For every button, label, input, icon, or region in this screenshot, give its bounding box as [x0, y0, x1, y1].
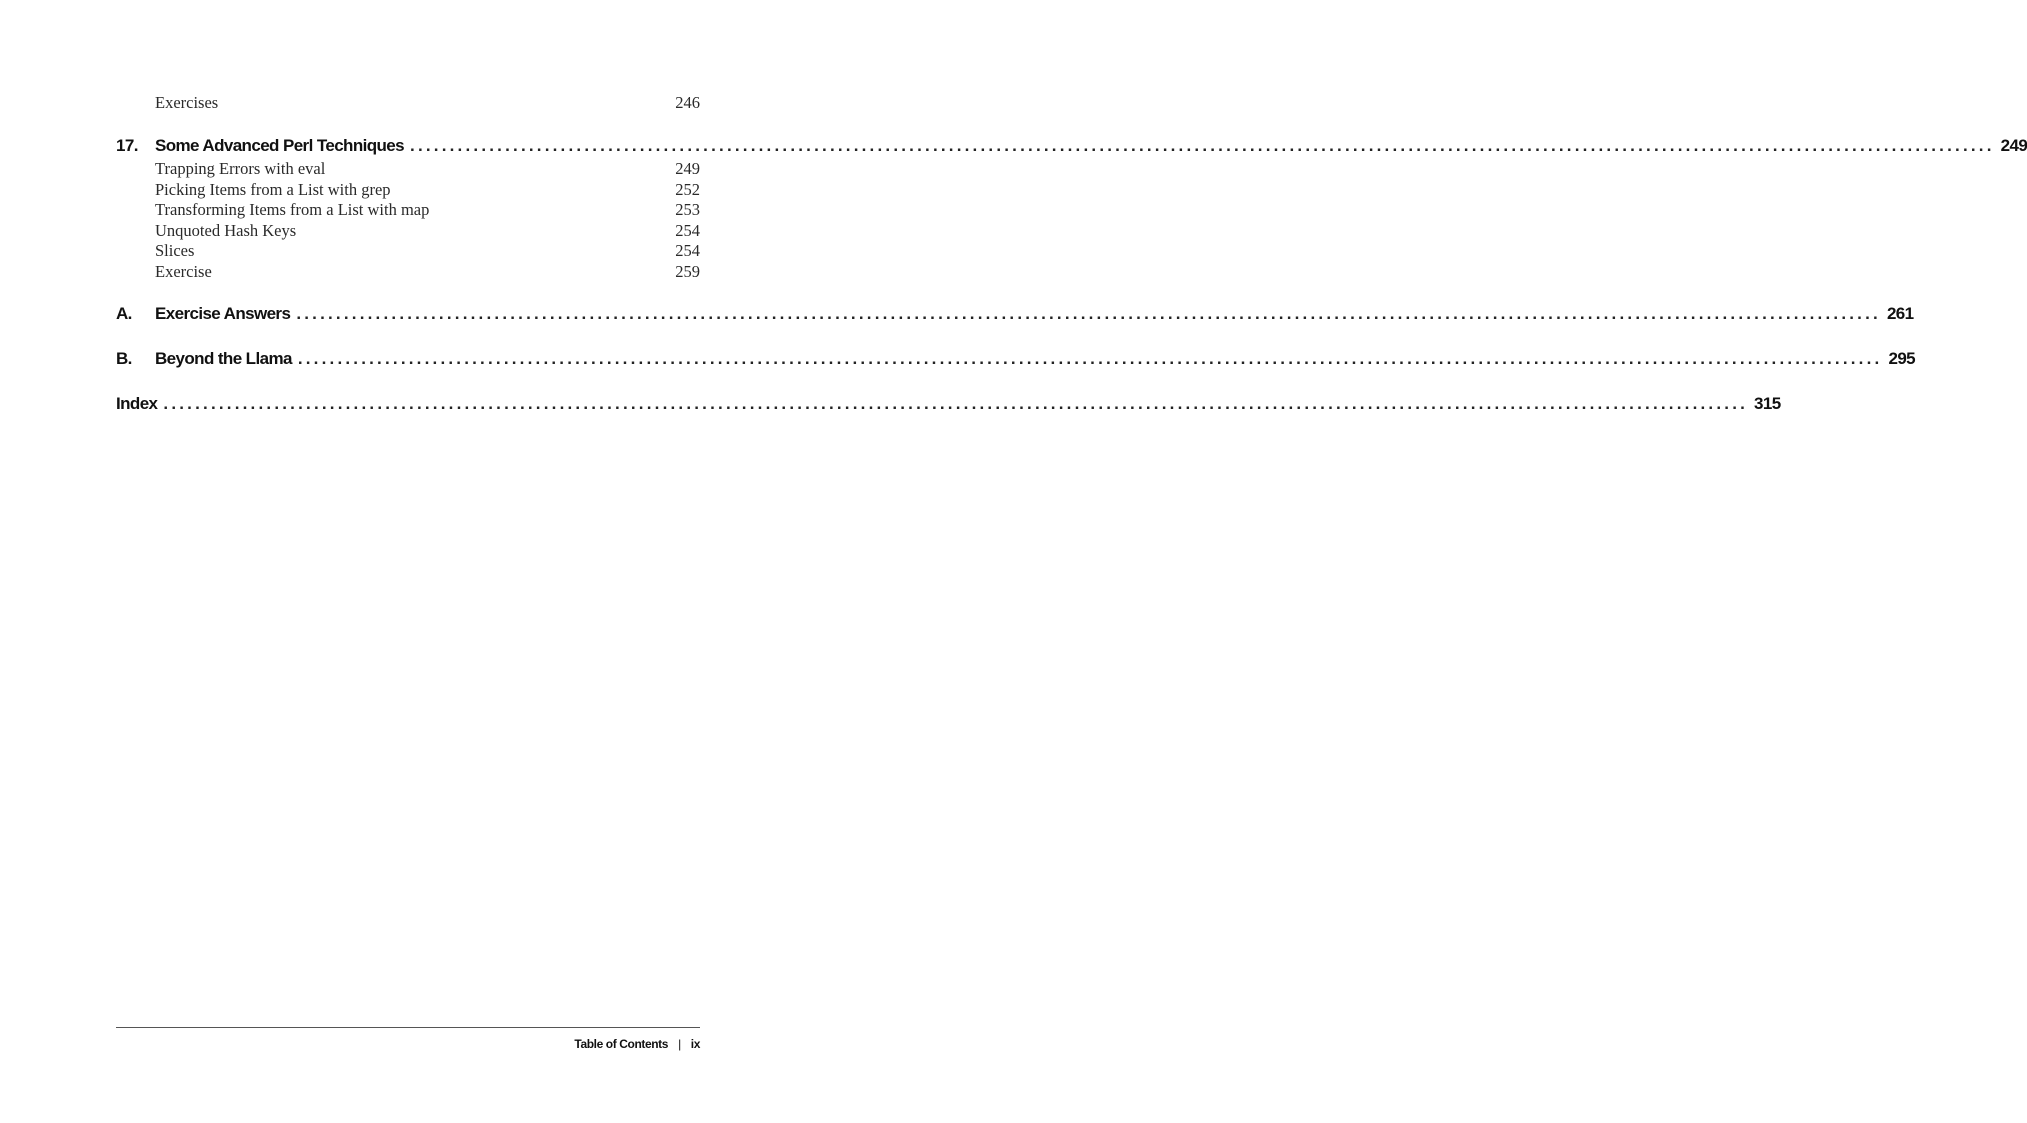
- appendix-page: 261: [1886, 304, 1914, 323]
- toc-entry-page: 254: [675, 221, 700, 240]
- toc-entry-trapping-errors[interactable]: [155, 158, 700, 179]
- toc-entry-page: 246: [675, 93, 700, 112]
- toc-entry-title: Trapping Errors with eval: [155, 159, 326, 178]
- toc-entry-exercise[interactable]: [155, 261, 700, 282]
- toc-appendix-a[interactable]: [116, 302, 1914, 326]
- footer-page-number: ix: [690, 1037, 700, 1051]
- index-title: Index: [116, 394, 158, 413]
- appendix-title: Beyond the Llama: [155, 349, 292, 368]
- toc-entry-map[interactable]: [155, 199, 700, 220]
- appendix-letter: B.: [116, 349, 132, 368]
- chapter-number: 17.: [116, 136, 138, 155]
- toc-entry-page: 253: [675, 200, 700, 219]
- footer-label: Table of Contents: [574, 1037, 669, 1051]
- page-footer: [574, 1035, 700, 1053]
- toc-entry-slices[interactable]: [155, 240, 700, 261]
- toc-entry-exercises[interactable]: [155, 92, 700, 113]
- toc-entry-title: Unquoted Hash Keys: [155, 221, 297, 240]
- appendix-page: 295: [1888, 349, 1916, 368]
- chapter-title: Some Advanced Perl Techniques: [155, 136, 405, 155]
- toc-chapter-17[interactable]: [116, 134, 2027, 158]
- dot-leader: ........................................................................................................................................................................................................: [410, 136, 1995, 155]
- dot-leader: ........................................................................................................................................................................................................: [296, 304, 1881, 323]
- footer-rule: [116, 1027, 700, 1028]
- appendix-title: Exercise Answers: [155, 304, 291, 323]
- dot-leader: ........................................................................................................................................................................................................: [163, 394, 1749, 413]
- footer-separator: |: [678, 1037, 681, 1051]
- toc-entry-title: Slices: [155, 241, 195, 260]
- toc-entry-page: 254: [675, 241, 700, 260]
- toc-appendix-b[interactable]: [116, 347, 1916, 371]
- dot-leader: ........................................................................................................................................................................................................: [297, 349, 1883, 368]
- toc-index[interactable]: [116, 392, 1781, 416]
- toc-entry-title: Picking Items from a List with grep: [155, 180, 391, 199]
- toc-entry-page: 252: [675, 180, 700, 199]
- appendix-letter: A.: [116, 304, 132, 323]
- toc-entry-page: 249: [675, 159, 700, 178]
- toc-entry-grep[interactable]: [155, 179, 700, 200]
- toc-entry-title: Exercises: [155, 93, 219, 112]
- toc-entry-page: 259: [675, 262, 700, 281]
- toc-entry-unquoted-hash-keys[interactable]: [155, 220, 700, 241]
- toc-entry-title: Transforming Items from a List with map: [155, 200, 430, 219]
- index-page: 315: [1754, 394, 1781, 413]
- chapter-page: 249: [2000, 136, 2027, 155]
- toc-entry-title: Exercise: [155, 262, 212, 281]
